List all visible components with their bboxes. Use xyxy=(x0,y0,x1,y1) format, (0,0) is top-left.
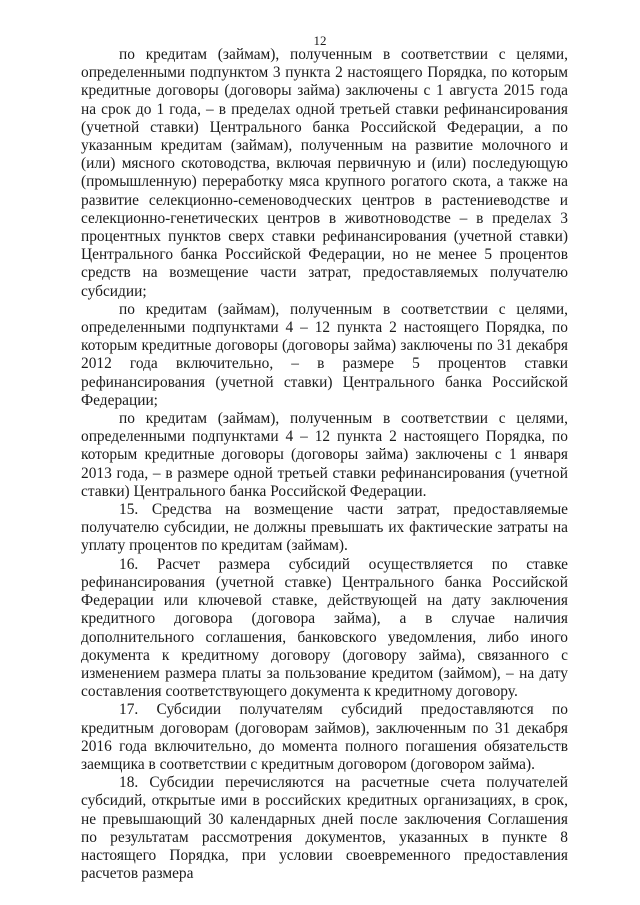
paragraph-clauses-4-12-from-2013: по кредитам (займам), полученным в соответствии с целями, определенными подпунктами 4 – 12 пункта 2 настоящего Порядка, по которым кредитные договоры (договоры займа) заключены с 1 января 2013 года, – в размере одной третьей ставки рефинансирования (учетной ставки) Центрального банка Российской Федерации. xyxy=(81,410,568,500)
paragraph-item-16: 16. Расчет размера субсидий осуществляется по ставке рефинансирования (учетной ставке) Центрального банка Российской Федерации или ключевой ставке, действующей на дату заключения кредитного договора (договора займа), а в случае наличия дополнительного соглашения, банковского уведомления, либо иного документа к кредитному договору (договору займа), связанного с изменением размера платы за пользование кредитом (займом), – на дату составления соответствующего документа к кредитному договору. xyxy=(81,555,568,701)
paragraph-item-18: 18. Субсидии перечисляются на расчетные счета получателей субсидий, открытые ими в российских кредитных организациях, в срок, не превышающий 30 календарных дней после заключения Соглашения по результатам рассмотрения документов, указанных в пункте 8 настоящего Порядка, при условии своевременного предоставления расчетов размера xyxy=(81,774,568,883)
paragraph-clause-3-credits: по кредитам (займам), полученным в соответствии с целями, определенными подпунктом 3 пункта 2 настоящего Порядка, по которым кредитные договоры (договоры займа) заключены с 1 августа 2015 года на срок до 1 года, – в пределах одной третьей ставки рефинансирования (учетной ставки) Центрального банка Российской Федерации, а по указанным кредитам (займам), полученным на развитие молочного и (или) мясного скотоводства, включая первичную и (или) последующую (промышленную) переработку мяса крупного рогатого скота, а также на развитие селекционно-семеноводческих центров в растениеводстве и селекционно-генетических центров в животноводстве – в пределах 3 процентных пунктов сверх ставки рефинансирования (учетной ставки) Центрального банка Российской Федерации, но не менее 5 процентов средств на возмещение части затрат, предоставляемых получателю субсидии; xyxy=(81,46,568,300)
document-body xyxy=(81,46,568,883)
paragraph-item-15: 15. Средства на возмещение части затрат, предоставляемые получателю субсидии, не должны превышать их фактические затраты на уплату процентов по кредитам (займам). xyxy=(81,501,568,555)
paragraph-clauses-4-12-before-2013: по кредитам (займам), полученным в соответствии с целями, определенными подпунктами 4 – 12 пункта 2 настоящего Порядка, по которым кредитные договоры (договоры займа) заключены по 31 декабря 2012 года включительно, – в размере 5 процентов ставки рефинансирования (учетной ставки) Центрального банка Российской Федерации; xyxy=(81,300,568,409)
page-number: 12 xyxy=(313,33,327,48)
paragraph-item-17: 17. Субсидии получателям субсидий предоставляются по кредитным договорам (договорам займов), заключенным по 31 декабря 2016 года включительно, до момента полного погашения обязательств заемщика в соответствии с кредитным договором (договором займа). xyxy=(81,701,568,773)
